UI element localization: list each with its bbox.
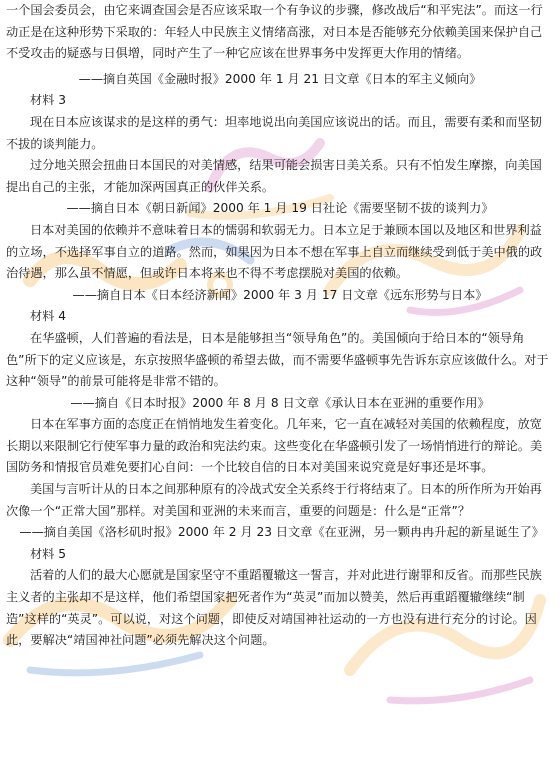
source-citation: ——摘自《日本时报》2000 年 8 月 8 日文章《承认日本在亚洲的重要作用》: [70, 395, 490, 410]
source-citation: ——摘自英国《金融时报》2000 年 1 月 21 日文章《日本的军主义倾向》: [78, 71, 482, 86]
source-citation: ——摘自美国《洛杉矶时报》2000 年 2 月 23 日文章《在亚洲，另一颗冉冉升起的新星诞生了》: [19, 525, 544, 540]
paragraph: 美国与言听计从的日本之间那种原有的冷战式安全关系终于行将结束了。日本的所作所为开始再次像一个“正常大国”那样。对美国和亚洲的未来而言，重要的问题是：什么是“正常”？: [6, 482, 542, 518]
paragraph: 日本在军事方面的态度正在悄悄地发生着变化。几年来，它一直在减轻对美国的依赖程度，放宽长期以来限制它行使军事力量的政治和宪法约束。这些变化在华盛顿引发了一场悄悄进行的辩论。美国防务和情报官员难免要扪心自问：一个比较自信的日本对美国来说究竟是好事还是坏事。: [6, 417, 543, 475]
paragraph: 过分地关照会扭曲日本国民的对美情感，结果可能会损害日美关系。只有不怕发生摩擦，向美国提出自己的主张，才能加深两国真正的伙伴关系。: [6, 158, 542, 194]
source-citation: ——摘自日本《日本经济新闻》2000 年 3 月 17 日文章《远东形势与日本》: [72, 287, 488, 302]
material-label: 材料 4: [30, 309, 67, 324]
material-label: 材料 3: [30, 93, 67, 108]
paragraph: 一个国会委员会，由它来调查国会是否应该采取一个有争议的步骤，修改战后“和平宪法”。而这一行动正是在这种形势下采取的：年轻人中民族主义情绪高涨，对日本是否能够充分依赖美国来保护自己不受攻击的疑惑与日俱增，同时产生了一种它应该在世界事务中发挥更大作用的情绪。: [6, 3, 543, 61]
paragraph: 现在日本应该谋求的是这样的勇气：坦率地说出向美国应该说出的话。而且，需要有柔和而坚韧不拔的谈判能力。: [6, 114, 542, 151]
document-body: [6, 0, 554, 652]
paragraph: 活着的人们的最大心愿就是国家坚守不重蹈覆辙这一誓言，并对此进行谢罪和反省。而那些民族主义者的主张却不是这样，他们希望国家把死者作为“英灵”而加以赞美，然后再重蹈覆辙继续“制造”这样的“英灵”。可以说，对这个问题，即使反对靖国神社运动的一方也没有进行充分的讨论。因此，要解决“靖国神社问题”必须先解决这个问题。: [6, 568, 542, 648]
paragraph: 在华盛顿，人们普遍的看法是，日本是能够担当“领导角色”的。美国倾向于给日本的“领导角色”所下的定义应该是，东京按照华盛顿的希望去做，而不需要华盛顿事先告诉东京应该做什么。对于这种“领导”的前景可能将是非常不错的。: [6, 330, 549, 389]
material-label: 材料 5: [30, 546, 67, 561]
source-citation: ——摘自日本《朝日新闻》2000 年 1 月 19 日社论《需要坚韧不拔的谈判力》: [66, 201, 494, 216]
paragraph: 日本对美国的依赖并不意味着日本的懦弱和软弱无力。日本立足于兼顾本国以及地区和世界利益的立场，不选择军事自立的道路。然而，如果因为日本不想在军事上自立而继续受到低于美中俄的政治待遇，那么虽不情愿，但或许日本将来也不得不考虑摆脱对美国的依赖。: [6, 222, 543, 281]
